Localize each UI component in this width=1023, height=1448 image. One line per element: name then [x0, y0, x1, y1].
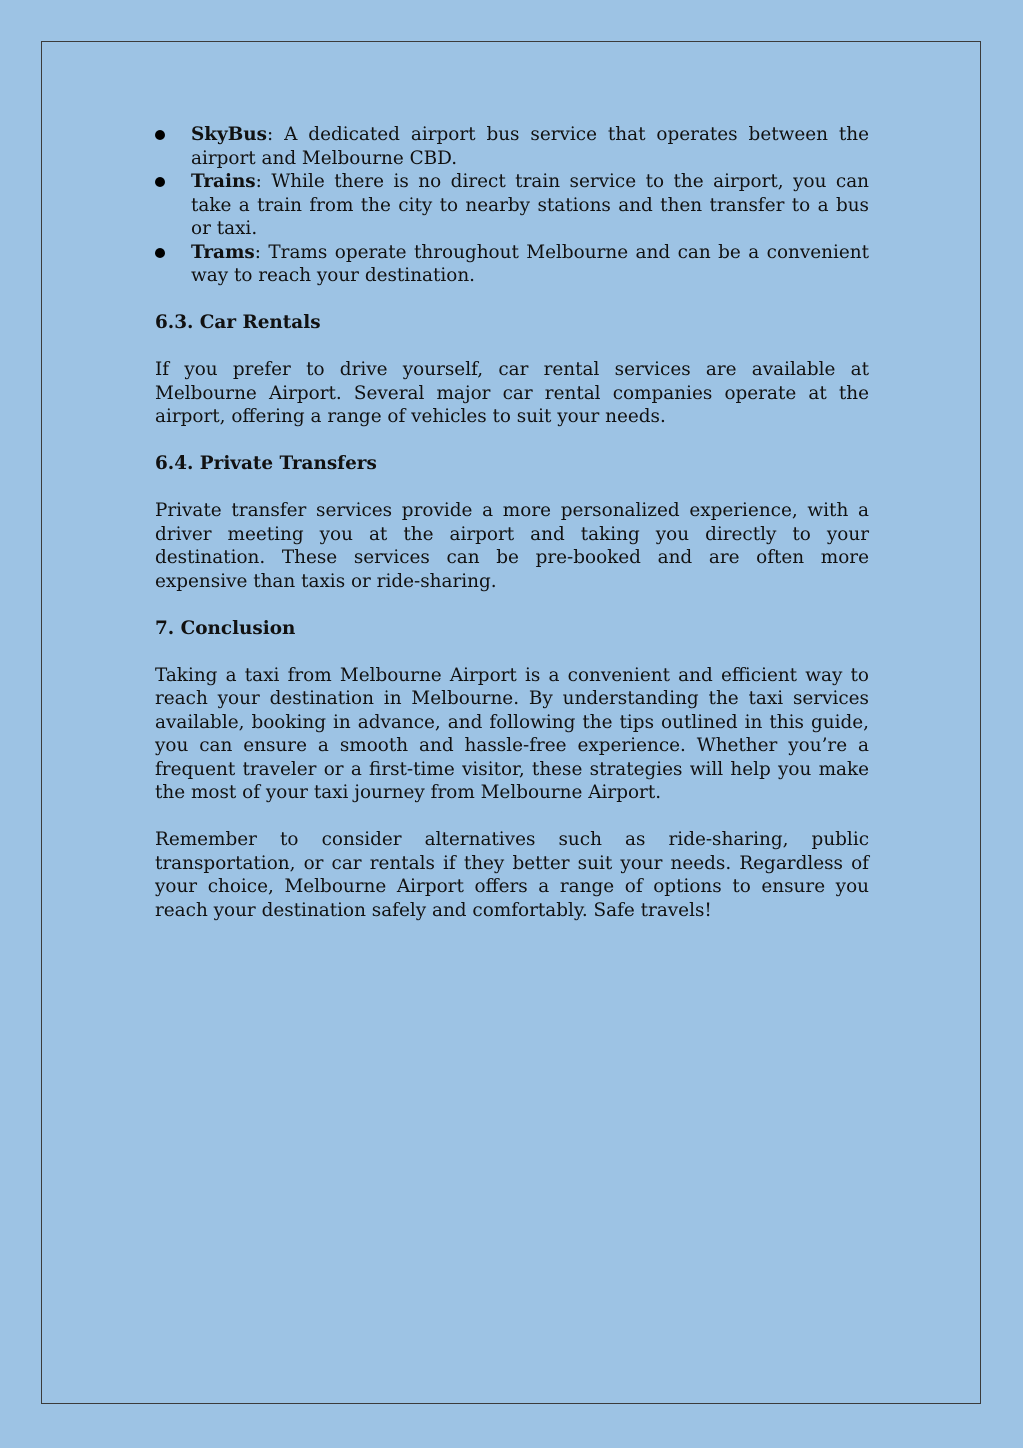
transport-bullet-list	[155, 123, 869, 288]
paragraph-private-transfers: Private transfer services provide a more personalized experience, with a driver meeting you at the airport and taking you directly to your destination. These services can be pre-booked and are often more expensive than taxis or ride-sharing.	[155, 500, 869, 592]
bullet-icon	[155, 248, 165, 258]
bullet-term: SkyBus	[191, 124, 267, 145]
section-heading-private-transfers: 6.4. Private Transfers	[155, 453, 377, 474]
list-item	[155, 170, 869, 241]
bullet-icon	[155, 177, 165, 187]
paragraph-car-rentals: If you prefer to drive yourself, car rental services are available at Melbourne Airport. Several major car rental companies operate at the airport, offering a range of vehicles to suit your needs.	[155, 359, 869, 427]
bullet-text: : A dedicated airport bus service that operates between the airport and Melbourne CBD.	[191, 124, 869, 169]
bullet-term: Trains	[191, 171, 256, 192]
document-content	[155, 123, 869, 922]
list-item	[155, 241, 869, 288]
section-heading-conclusion: 7. Conclusion	[155, 617, 296, 639]
bullet-text: : While there is no direct train service to the airport, you can take a train from the city to nearby stations and then transfer to a bus or taxi.	[191, 171, 869, 239]
paragraph-conclusion-2: Remember to consider alternatives such as ride-sharing, public transportation, or car rentals if they better suit your needs. Regardless of your choice, Melbourne Airport offers a range of options to ensure you reach your destination safely and comfortably. Safe travels!	[155, 829, 869, 921]
bullet-icon	[155, 130, 165, 140]
section-heading-car-rentals: 6.3. Car Rentals	[155, 312, 321, 333]
bullet-text: : Trams operate throughout Melbourne and can be a convenient way to reach your destination.	[191, 241, 869, 286]
bullet-term: Trams	[191, 241, 255, 263]
paragraph-conclusion-1: Taking a taxi from Melbourne Airport is a convenient and efficient way to reach your destination in Melbourne. By understanding the taxi services available, booking in advance, and following the tips outlined in this guide, you can ensure a smooth and hassle-free experience. Whether you’re a frequent traveler or a first-time visitor, these strategies will help you make the most of your taxi journey from Melbourne Airport.	[155, 664, 869, 803]
list-item	[155, 123, 869, 170]
